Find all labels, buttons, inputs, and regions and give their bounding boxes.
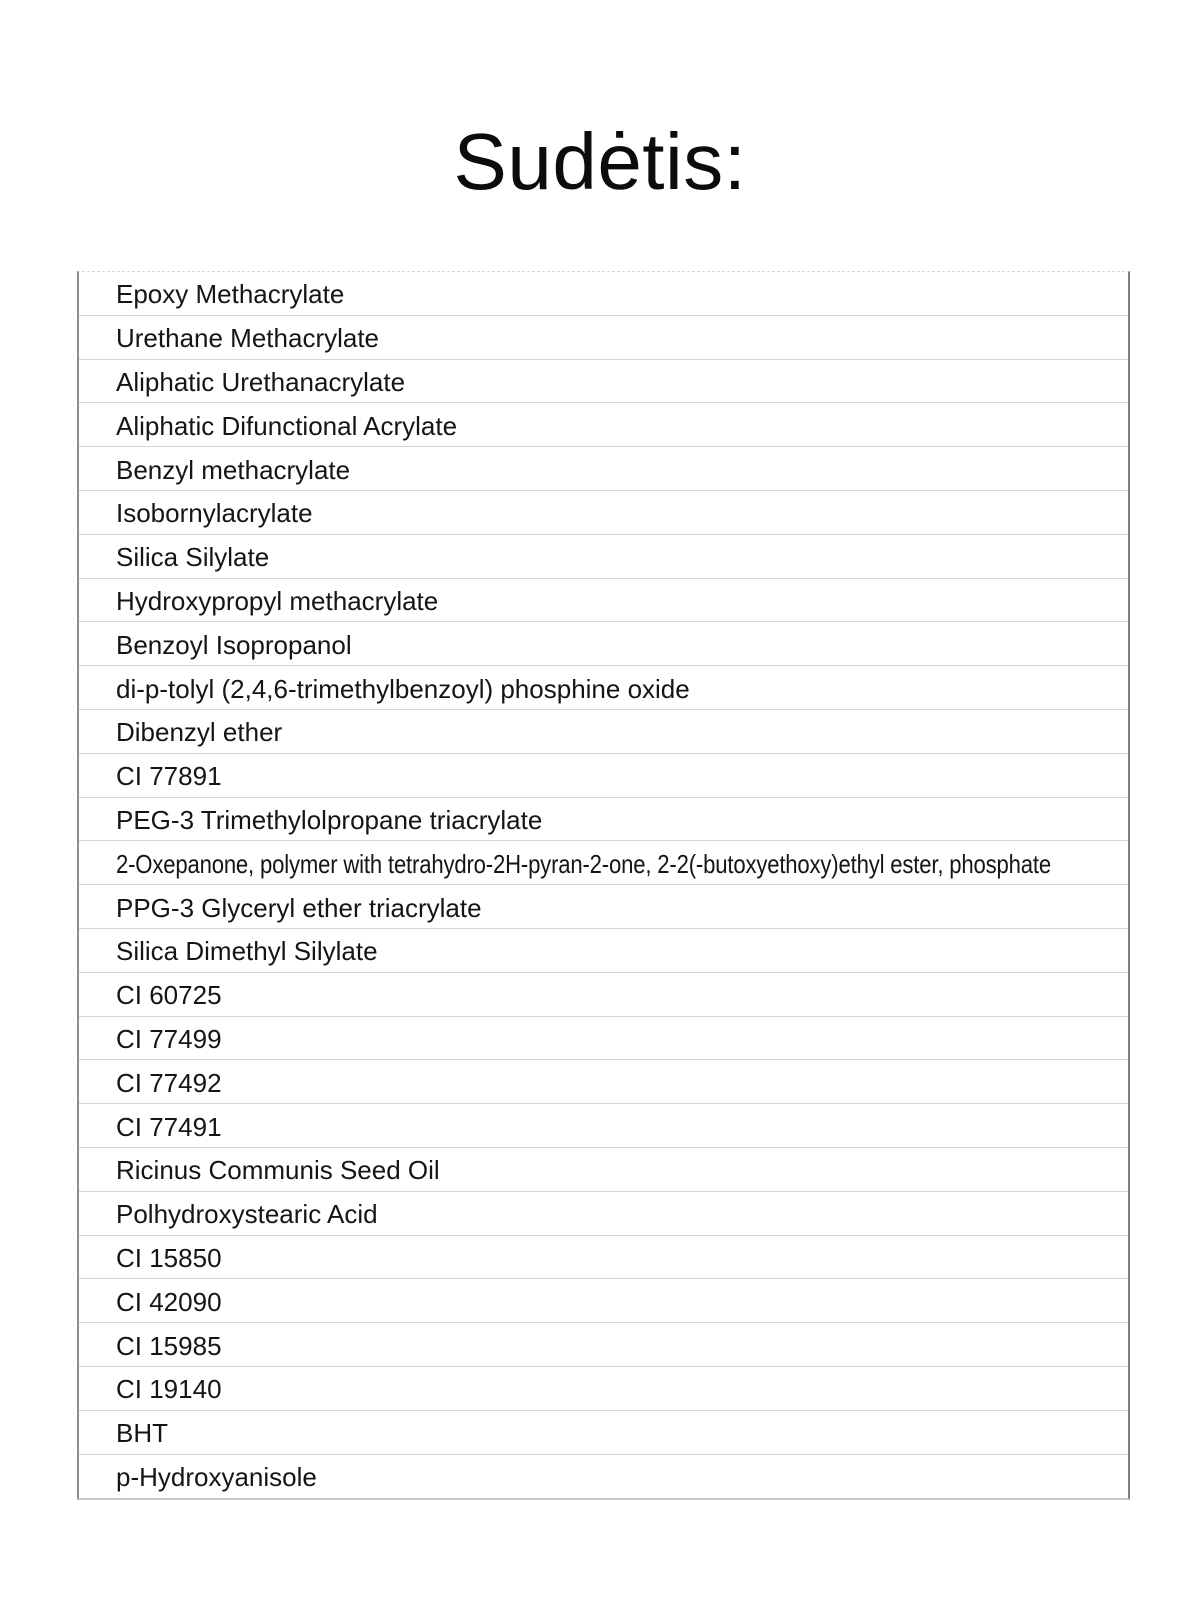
ingredient-row: [79, 491, 1128, 535]
ingredient-label: CI 15850: [116, 1242, 222, 1273]
ingredient-label: Ricinus Communis Seed Oil: [116, 1155, 440, 1186]
ingredient-label: CI 19140: [116, 1374, 222, 1405]
ingredient-label: di-p-tolyl (2,4,6-trimethylbenzoyl) phosphine oxide: [116, 673, 690, 704]
ingredient-row: [79, 622, 1128, 666]
ingredient-label: CI 15985: [116, 1330, 222, 1361]
ingredient-label: Silica Silylate: [116, 542, 270, 573]
ingredient-row: [79, 360, 1128, 404]
ingredient-label: Aliphatic Difunctional Acrylate: [116, 410, 458, 441]
ingredient-label: PPG-3 Glyceryl ether triacrylate: [116, 892, 482, 923]
ingredient-label: Isobornylacrylate: [116, 498, 313, 529]
ingredient-label: BHT: [116, 1418, 168, 1449]
ingredient-label: 2-Oxepanone, polymer with tetrahydro-2H-pyran-2-one, 2-2(-butoxyethoxy)ethyl ester, phosphate: [116, 848, 1051, 879]
ingredient-label: Benzyl methacrylate: [116, 454, 351, 485]
ingredient-label: CI 42090: [116, 1286, 222, 1317]
ingredient-row: [79, 710, 1128, 754]
ingredient-row: [79, 1323, 1128, 1367]
ingredient-row: [79, 579, 1128, 623]
ingredient-label: CI 77492: [116, 1067, 222, 1098]
ingredient-label: Aliphatic Urethanacrylate: [116, 366, 406, 397]
ingredient-row: [79, 1236, 1128, 1280]
ingredient-label: PEG-3 Trimethylolpropane triacrylate: [116, 804, 543, 835]
ingredient-label: Silica Dimethyl Silylate: [116, 936, 378, 967]
ingredients-table: [77, 271, 1130, 1500]
ingredient-row: [79, 1367, 1128, 1411]
ingredient-row: [79, 272, 1128, 316]
ingredient-row: [79, 1411, 1128, 1455]
ingredient-label: Benzoyl Isopropanol: [116, 629, 352, 660]
ingredient-row: [79, 885, 1128, 929]
ingredient-row: [79, 1148, 1128, 1192]
page-title: Sudėtis:: [453, 117, 747, 206]
ingredient-label: p-Hydroxyanisole: [116, 1462, 317, 1493]
ingredient-row: [79, 1279, 1128, 1323]
ingredient-label: CI 60725: [116, 980, 222, 1011]
ingredient-label: Urethane Methacrylate: [116, 323, 380, 354]
ingredient-label: Hydroxypropyl methacrylate: [116, 585, 439, 616]
ingredient-row: [79, 841, 1128, 885]
ingredient-label: CI 77891: [116, 761, 222, 792]
ingredient-row: [79, 666, 1128, 710]
ingredient-row: [79, 1017, 1128, 1061]
ingredient-row: [79, 1104, 1128, 1148]
ingredient-row: [79, 1192, 1128, 1236]
ingredient-row: [79, 316, 1128, 360]
ingredient-label: Polhydroxystearic Acid: [116, 1199, 378, 1230]
ingredient-row: [79, 1455, 1128, 1499]
ingredient-row: [79, 754, 1128, 798]
ingredient-row: [79, 447, 1128, 491]
ingredient-row: [79, 403, 1128, 447]
ingredient-row: [79, 535, 1128, 579]
ingredient-label: CI 77491: [116, 1111, 222, 1142]
ingredient-label: CI 77499: [116, 1023, 222, 1054]
ingredient-label: Epoxy Methacrylate: [116, 279, 345, 310]
ingredient-row: [79, 798, 1128, 842]
ingredient-label: Dibenzyl ether: [116, 717, 283, 748]
ingredient-row: [79, 973, 1128, 1017]
ingredient-row: [79, 929, 1128, 973]
ingredient-row: [79, 1060, 1128, 1104]
